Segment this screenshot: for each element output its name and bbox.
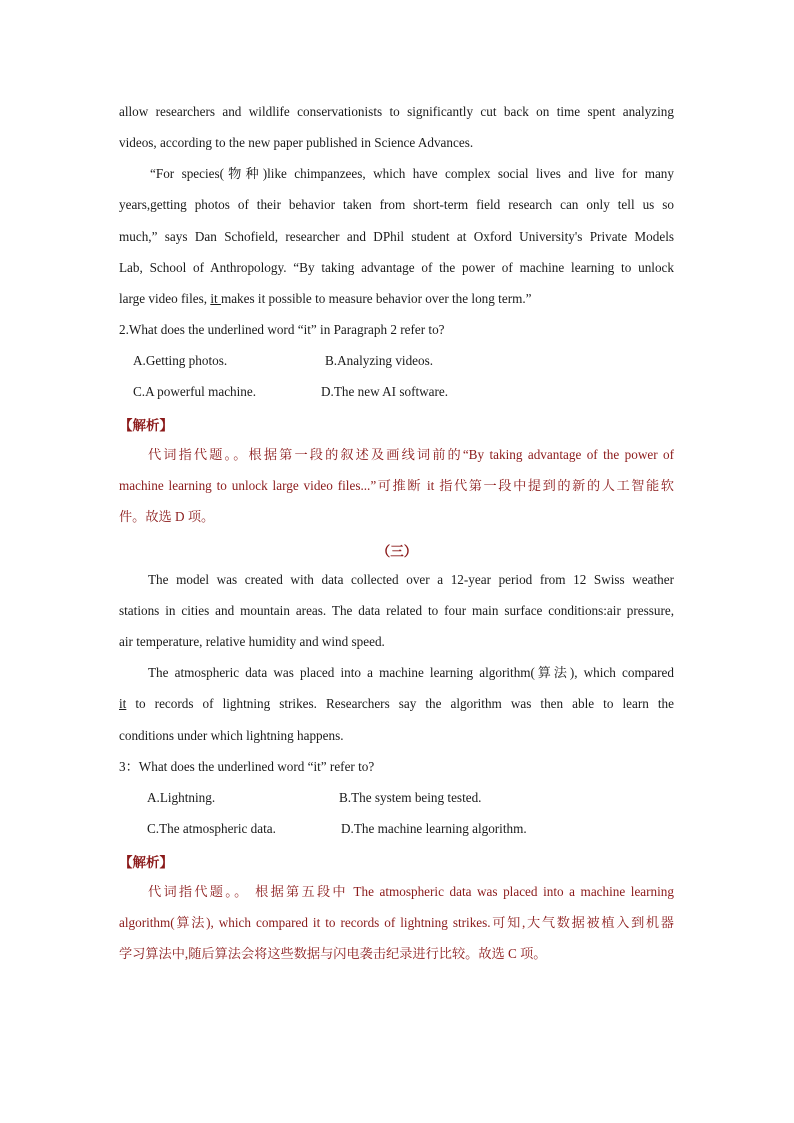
paragraph-3-line-3: air temperature, relative humidity and wind speed. [119, 634, 385, 649]
paragraph-4-line-3: conditions under which lightning happens. [119, 728, 344, 743]
analysis-3-line-2: algorithm(算法), which compared it to records of lightning strikes.可知,大气数据被植入到机器 [119, 915, 674, 930]
option-a: A.Getting photos. [133, 353, 228, 368]
underlined-word: it [210, 291, 221, 306]
text-segment: makes it possible to measure behavior over the long term.” [220, 291, 532, 306]
paragraph-2-line-4: Lab, School of Anthropology. “By taking advantage of the power of machine learning to unlock [119, 260, 674, 275]
paragraph-1-line-1: allow researchers and wildlife conservationists to significantly cut back on time spent analyzing [119, 104, 674, 119]
question-2: 2.What does the underlined word “it” in Paragraph 2 refer to? [119, 322, 445, 337]
paragraph-1-line-2: videos, according to the new paper published in Science Advances. [119, 135, 474, 150]
option-c: C.A powerful machine. [133, 384, 257, 399]
option-b: B.Analyzing videos. [325, 353, 434, 368]
analysis-3-line-3: 学习算法中,随后算法会将这些数据与闪电袭击纪录进行比较。故选 C 项。 [119, 946, 547, 961]
text-segment: to records of lightning strikes. Researchers say the algorithm was then able to learn the [126, 696, 674, 711]
option-a: A.Lightning. [147, 790, 216, 805]
paragraph-3-line-1: The model was created with data collected over a 12-year period from 12 Swiss weather [148, 572, 674, 587]
option-b: B.The system being tested. [339, 790, 482, 805]
option-c: C.The atmospheric data. [147, 821, 276, 836]
analysis-2-line-3: 件。故选 D 项。 [119, 509, 215, 524]
analysis-2-line-2: machine learning to unlock large video files...”可推断 it 指代第一段中提到的新的人工智能软 [119, 478, 674, 493]
analysis-heading: 【解析】 [119, 855, 173, 871]
text-segment: large video files, [119, 291, 211, 306]
analysis-3-line-1: 代词指代题。。 根据第五段中 The atmospheric data was placed into a machine learning [148, 884, 674, 899]
option-d: D.The machine learning algorithm. [341, 821, 527, 836]
analysis-2-line-1: 代词指代题。。根据第一段的叙述及画线词前的“By taking advantage of the power of [148, 447, 674, 462]
paragraph-2-line-2: years,getting photos of their behavior taken from short-term field research can only tell us so [119, 197, 674, 212]
question-3: 3：What does the underlined word “it” refer to? [119, 759, 375, 774]
paragraph-2-line-5 [119, 290, 674, 308]
underlined-word: it [119, 696, 127, 711]
paragraph-2-line-1: “For species(物种)like chimpanzees, which have complex social lives and live for many [150, 166, 674, 181]
paragraph-3-line-2: stations in cities and mountain areas. The data related to four main surface conditions:air pressure, [119, 603, 674, 618]
analysis-heading: 【解析】 [119, 418, 173, 434]
paragraph-4-line-1: The atmospheric data was placed into a machine learning algorithm(算法), which compared [148, 665, 674, 680]
paragraph-4-line-2 [119, 695, 674, 713]
section-title: （三） [376, 544, 418, 560]
option-d: D.The new AI software. [321, 384, 449, 399]
paragraph-2-line-3: much,” says Dan Schofield, researcher and DPhil student at Oxford University's Private Models [119, 229, 674, 244]
